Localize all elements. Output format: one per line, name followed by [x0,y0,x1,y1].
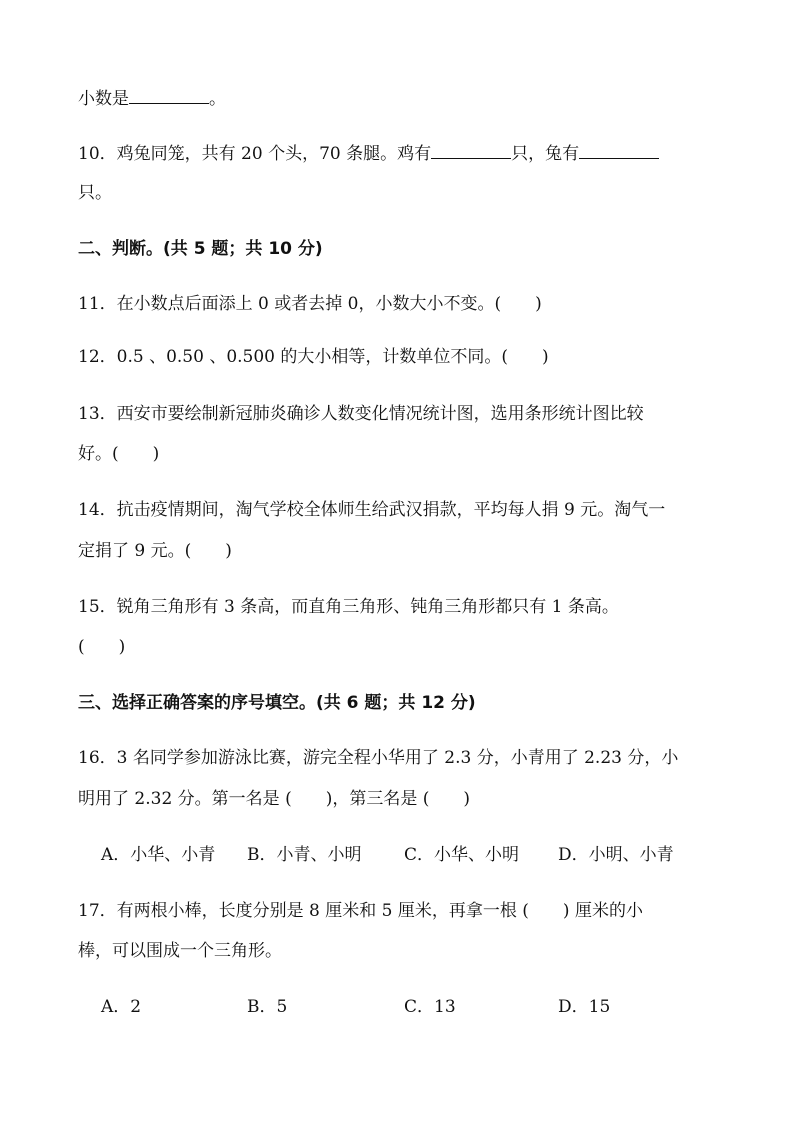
question-10-line1: 10．鸡兔同笼，共有 20 个头，70 条腿。鸡有 只，兔有 [78,142,659,165]
q17-option-a[interactable]: A．2 [101,997,142,1017]
q9-continuation: 小数是 。 [78,89,226,109]
question-13-line1: 13．西安市要绘制新冠肺炎确诊人数变化情况统计图，选用条形统计图比较 [78,404,644,424]
question-11: 11．在小数点后面添上 0 或者去掉 0，小数大小不变。( ) [78,294,542,314]
section-2-heading: 二、判断。(共 5 题；共 10 分) [78,239,323,259]
question-15-line1: 15．锐角三角形有 3 条高，而直角三角形、钝角三角形都只有 1 条高。 [78,597,619,617]
question-14-line2: 定捐了 9 元。( ) [78,541,232,561]
q16-option-c[interactable]: C．小华、小明 [404,845,520,865]
question-17-line2: 棒，可以围成一个三角形。 [78,941,282,961]
question-15-line2: ( ) [78,637,126,657]
question-12: 12．0.5 、0.50 、0.500 的大小相等，计数单位不同。( ) [78,347,549,367]
q10-rabbit-blank[interactable] [579,142,659,159]
q10-chicken-blank[interactable] [431,142,511,159]
question-10-line2: 只。 [78,183,112,203]
question-16-line2: 明用了 2.32 分。第一名是 ( )，第三名是 ( ) [78,789,470,809]
section-3-heading: 三、选择正确答案的序号填空。(共 6 题；共 12 分) [78,693,476,713]
question-14-line1: 14．抗击疫情期间，淘气学校全体师生给武汉捐款，平均每人捐 9 元。淘气一 [78,500,666,520]
question-17-line1: 17．有两根小棒，长度分别是 8 厘米和 5 厘米，再拿一根 ( ) 厘米的小 [78,901,643,921]
q16-option-a[interactable]: A．小华、小青 [101,845,216,865]
q16-option-b[interactable]: B．小青、小明 [247,845,362,865]
q16-option-d[interactable]: D．小明、小青 [558,845,674,865]
q17-option-b[interactable]: B．5 [247,997,288,1017]
question-13-line2: 好。( ) [78,444,160,464]
question-16-line1: 16．3 名同学参加游泳比赛，游完全程小华用了 2.3 分，小青用了 2.23 分，小 [78,748,679,768]
q17-option-c[interactable]: C．13 [404,997,456,1017]
q17-option-d[interactable]: D．15 [558,997,611,1017]
q9-answer-blank[interactable] [129,87,209,104]
